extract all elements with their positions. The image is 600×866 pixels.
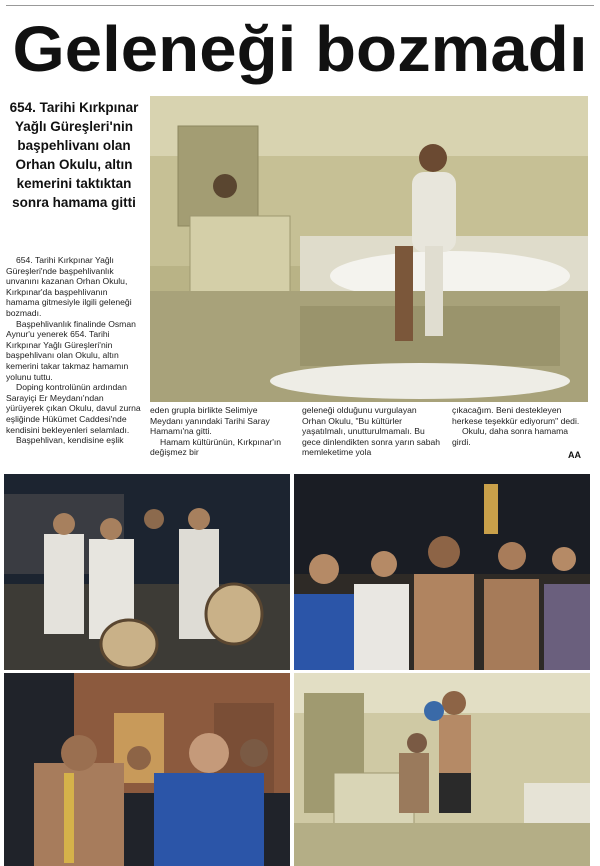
headline: Geleneği bozmadı [12,13,588,85]
paragraph: 654. Tarihi Kırkpınar Yağlı Güreşleri'nde başpehlivanlık unvanını kazanan Orhan Okulu, Kırkpınar'da başpehlivanın hamama gitmesiyle ilgili geleneği bozmadı. [6,255,132,318]
photo-hamam-washing [294,673,590,866]
body-column-3 [302,405,442,458]
paragraph: Başpehlivanlık finalinde Osman Aynur'u yenerek 654. Tarihi Kırkpınar Yağlı Güreşleri'nin başpehlivanı olan Okulu, altın kemerini takar takmaz hamamın yolunu tuttu. [6,318,136,382]
deck-subheadline: 654. Tarihi Kırkpınar Yağlı Güreşleri'nin başpehlivanı olan Orhan Okulu, altın kemerini taktıktan sonra hamama gitti [9,100,139,210]
paragraph: eden grupla birlikte Selimiye Meydanı yanındaki Tarihi Saray Hamamı'na gitti. [150,405,270,437]
paragraph: Okulu, daha sonra hamama girdi. [452,426,569,447]
body-column-1 [6,255,143,446]
procession-illustration [4,474,290,670]
paragraph: Doping kontrolünün ardından Sarayiçi Er Meydanı'ndan yürüyerek çıkan Okulu, davul zurna eşliğinde Hükümet Caddesi'nde kendisini bekleyenleri selamladı. [6,382,141,435]
crowd-illustration [294,474,590,670]
photo-crowd-champion [294,474,590,670]
paragraph: geleneği olduğunu vurgulayan Orhan Okulu, "Bu kültürler yaşatılmalı, unutturulmamalı. Bu gece dinlendikten sonra yarın sabah memleketime yola [302,405,441,458]
champion-illustration [4,673,290,866]
paragraph: Başpehlivan, kendisine eşlik [16,435,124,446]
body-column-4 [452,405,586,447]
paragraph: çıkacağım. Beni destekleyen herkese teşekkür ediyorum" dedi. [452,405,580,426]
paragraph: Hamam kültürünün, Kırkpınar'ın değişmez bir [150,436,282,458]
photo-credit: AA [568,450,581,460]
hamam-illustration [150,96,588,402]
body-column-2 [150,405,290,458]
washing-illustration [294,673,590,866]
photo-champion-belt [4,673,290,866]
main-photo-hamam [150,96,588,402]
photo-drum-procession [4,474,290,670]
